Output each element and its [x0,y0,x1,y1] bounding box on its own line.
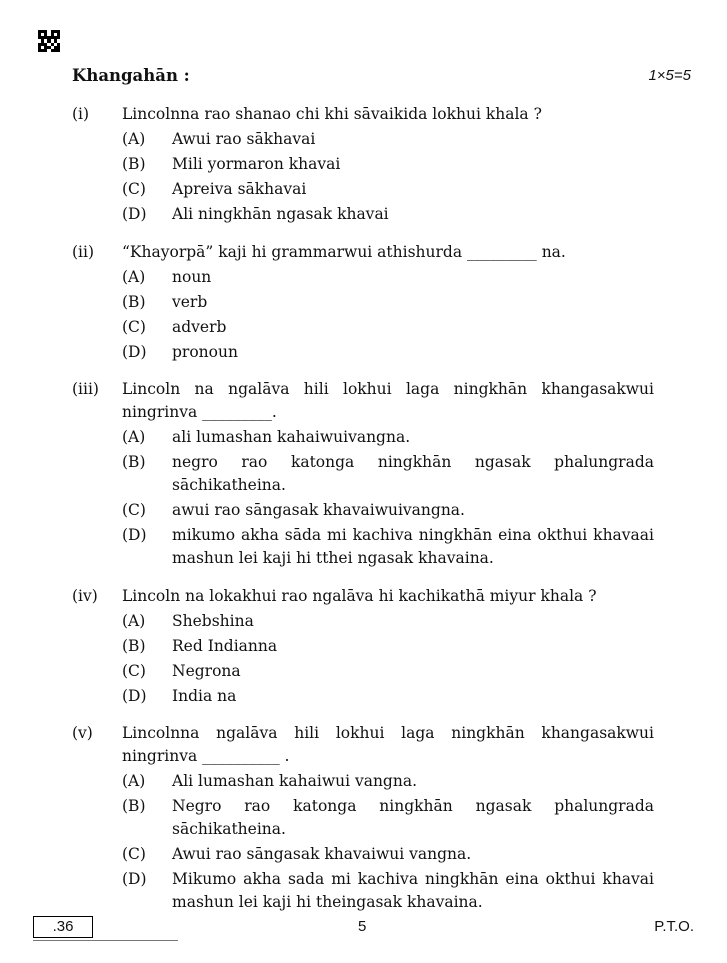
question-2 [72,241,654,366]
option [122,770,654,793]
option [122,660,654,683]
option-text: ali lumashan kahaiwuivangna. [172,428,411,446]
option-text: Awui rao sākhavai [172,130,316,148]
option-label: (A) [122,772,146,790]
option-label: (D) [122,870,147,888]
question-4 [72,585,654,710]
option [122,610,654,633]
option [122,451,654,497]
section-title: Khangahān : [72,66,190,85]
option-label: (A) [122,268,146,286]
option-label: (B) [122,293,146,311]
option-text: Ali ningkhān ngasak khavai [172,205,389,223]
option-text: Negro rao katonga ningkhān ngasak phalungrada sāchikatheina. [172,797,654,838]
question-text: Lincolnna rao shanao chi khi sāvaikida lokhui khala ? [122,105,542,123]
option-label: (C) [122,180,146,198]
question-number: (ii) [72,243,95,261]
option-text: Negrona [172,662,241,680]
option-label: (A) [122,428,146,446]
option [122,153,654,176]
option-label: (C) [122,662,146,680]
option-text: awui rao sāngasak khavaiwuivangna. [172,501,465,519]
option-text: Mili yormaron khavai [172,155,341,173]
question-number: (iii) [72,380,99,398]
option [122,178,654,201]
option [122,685,654,708]
option [122,316,654,339]
marks-label: 1×5=5 [648,67,691,84]
option-label: (A) [122,612,146,630]
option [122,341,654,364]
option-text: verb [172,293,208,311]
option-label: (D) [122,687,147,705]
question-3 [72,378,654,572]
qr-code-icon [38,30,60,52]
option-label: (B) [122,797,146,815]
option-text: negro rao katonga ningkhān ngasak phalungrada sāchikatheina. [172,453,654,494]
option [122,499,654,522]
option [122,426,654,449]
option-label: (C) [122,845,146,863]
option [122,291,654,314]
option-text: Apreiva sākhavai [172,180,307,198]
question-number: (iv) [72,587,98,605]
option [122,868,654,914]
option-label: (B) [122,155,146,173]
option-text: Red Indianna [172,637,278,655]
option-text: Shebshina [172,612,254,630]
option-text: pronoun [172,343,238,361]
option [122,524,654,570]
pto-label: P.T.O. [654,918,694,935]
option-text: adverb [172,318,227,336]
question-text: Lincoln na lokakhui rao ngalāva hi kachikathā miyur khala ? [122,587,597,605]
option [122,795,654,841]
question-1 [72,103,654,228]
option-label: (B) [122,637,146,655]
option-label: (B) [122,453,146,471]
question-5 [72,722,654,916]
option [122,203,654,226]
question-number: (v) [72,724,93,742]
option-text: mikumo akha sāda mi kachiva ningkhān eina okthui khavaai mashun lei kaji hi tthei ngasak khavaina. [172,526,654,567]
option-text: noun [172,268,212,286]
page-number: 5 [358,918,367,935]
question-text: Lincolnna ngalāva hili lokhui laga ningkhān khangasakwui ningrinva __________ . [122,724,654,765]
option-text: Awui rao sāngasak khavaiwui vangna. [172,845,472,863]
option-label: (C) [122,318,146,336]
option-label: (D) [122,343,147,361]
option-label: (A) [122,130,146,148]
option-label: (D) [122,526,147,544]
footer-divider [33,940,178,941]
option-label: (D) [122,205,147,223]
option [122,266,654,289]
option-text: India na [172,687,237,705]
option [122,128,654,151]
option [122,843,654,866]
option-text: Mikumo akha sada mi kachiva ningkhān eina okthui khavai mashun lei kaji hi theingasak khavaina. [172,870,654,911]
question-text: “Khayorpā” kaji hi grammarwui athishurda _________ na. [122,243,566,261]
question-text: Lincoln na ngalāva hili lokhui laga ningkhān khangasakwui ningrinva _________. [122,380,654,421]
question-number: (i) [72,105,90,123]
paper-code-box: .36 [33,916,93,938]
option [122,635,654,658]
option-text: Ali lumashan kahaiwui vangna. [172,772,418,790]
option-label: (C) [122,501,146,519]
